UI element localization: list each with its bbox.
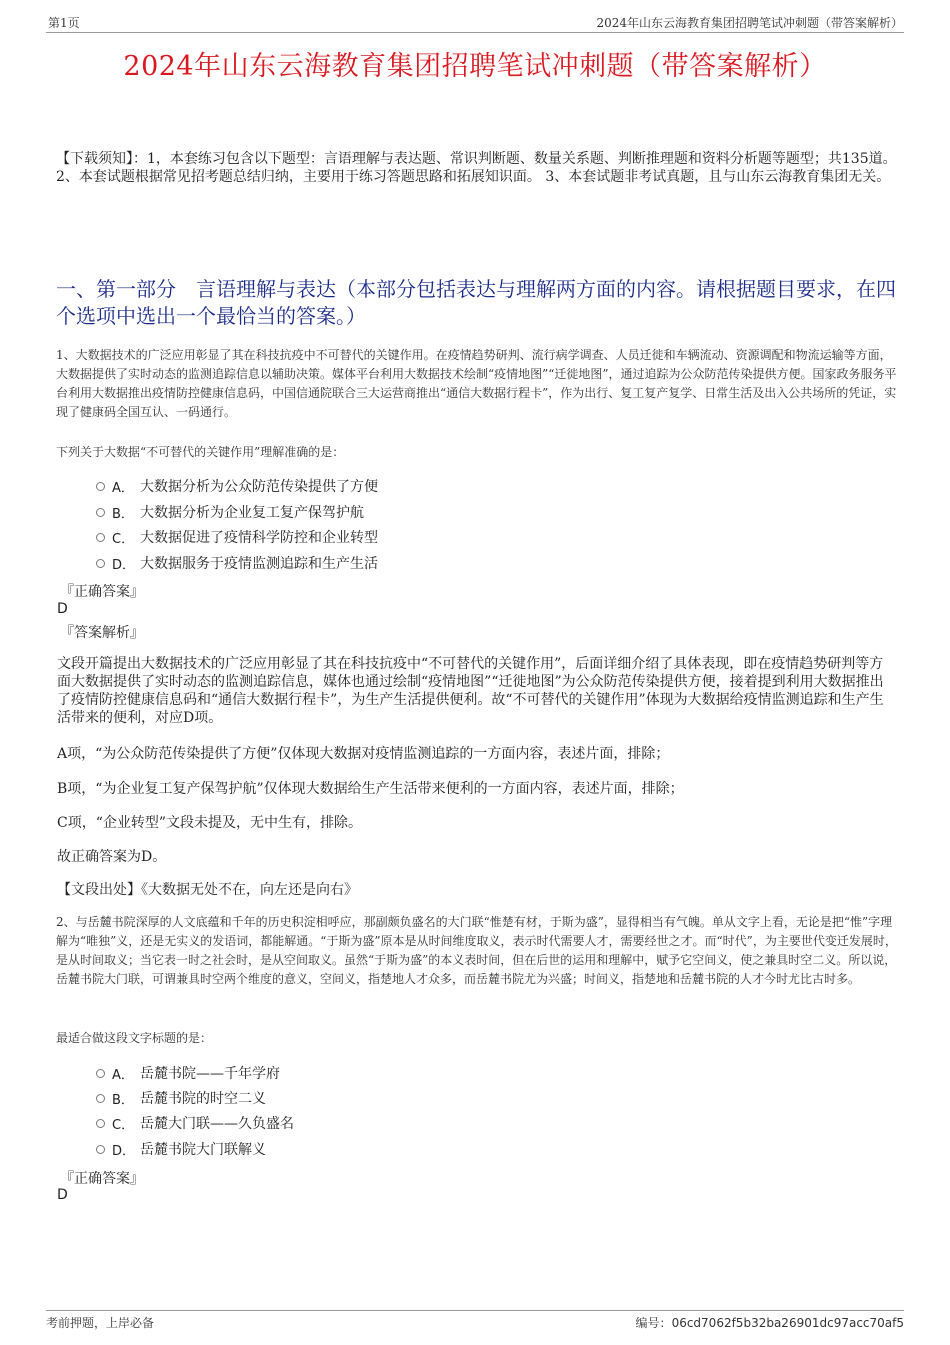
- option-letter: B．: [112, 506, 134, 522]
- q1-option-a[interactable]: [96, 476, 378, 496]
- q2-option-b[interactable]: [96, 1088, 266, 1108]
- q1-option-d[interactable]: [96, 553, 378, 573]
- option-text: 大数据促进了疫情科学防控和企业转型: [140, 530, 378, 546]
- page-number: 第1页: [48, 16, 80, 30]
- footer-code-value: 06cd7062f5b32ba26901dc97acc70af5: [671, 1316, 904, 1330]
- radio-icon[interactable]: [96, 1119, 105, 1128]
- q2-prompt: 最适合做这段文字标题的是：: [56, 1031, 213, 1045]
- section-heading: 一、第一部分 言语理解与表达（本部分包括表达与理解两方面的内容。请根据题目要求，在四个选项中选出一个最恰当的答案。）: [56, 277, 896, 328]
- q2-passage: 2、与岳麓书院深厚的人文底蕴和千年的历史积淀相呼应，那副颇负盛名的大门联“惟楚有材，于斯为盛”，显得相当有气魄。单从文字上看，无论是把“惟”字理解为“唯独”义，还是无实义的发语词，都能解通。“于斯为盛”原本是从时间维度取义，表示时代需要人才，需要经世之才。而“时代”，为主要世代变迁发展时，是从时间取义；当它表一时之社会时，是从空间取义。虽然“于斯为盛”的本义表时间，但在后世的运用和理解中，赋予它空间义，使之兼具时空二义。所以说，岳麓书院大门联，可谓兼具时空两个维度的意义，空间义，指楚地人才众多，而岳麓书院尤为兴盛；时间义，指楚地和岳麓书院的人才今时尤比古时多。: [56, 915, 897, 986]
- q1-answer-label: 『正确答案』: [60, 584, 144, 600]
- radio-icon[interactable]: [96, 482, 105, 491]
- page-title: 2024年山东云海教育集团招聘笔试冲刺题（带答案解析）: [123, 51, 827, 82]
- q1-analysis-item-c: C项，“企业转型”文段未提及，无中生有，排除。: [57, 815, 363, 831]
- radio-icon[interactable]: [96, 1069, 105, 1078]
- option-text: 岳麓书院——千年学府: [140, 1066, 280, 1082]
- radio-icon[interactable]: [96, 533, 105, 542]
- option-letter: D．: [112, 1143, 136, 1159]
- q1-analysis: 文段开篇提出大数据技术的广泛应用彰显了其在科技抗疫中“不可替代的关键作用”，后面详细介绍了具体表现，即在疫情趋势研判等方面大数据提供了实时动态的监测追踪信息，媒体也通过绘制“疫情地图”“迁徙地图”为公众防范传染提供方便，接着提到利用大数据推出了疫情防控健康信息码和“通信大数据行程卡”，为生产生活提供便利。故“不可替代的关键作用”体现为大数据给疫情监测追踪和生产生活带来的便利，对应D项。: [57, 656, 884, 726]
- q1-analysis-label: 『答案解析』: [60, 625, 144, 641]
- footer-slogan: 考前押题，上岸必备: [46, 1316, 155, 1330]
- option-letter: A．: [112, 480, 134, 496]
- radio-icon[interactable]: [96, 508, 105, 517]
- q1-option-c[interactable]: [96, 527, 378, 547]
- header-divider: [46, 32, 904, 33]
- q2-option-d[interactable]: [96, 1139, 266, 1159]
- radio-icon[interactable]: [96, 1094, 105, 1103]
- q2-option-a[interactable]: [96, 1063, 280, 1083]
- option-text: 大数据服务于疫情监测追踪和生产生活: [140, 556, 378, 572]
- q1-prompt: 下列关于大数据“不可替代的关键作用”理解准确的是：: [56, 445, 345, 459]
- option-text: 大数据分析为公众防范传染提供了方便: [140, 479, 378, 495]
- option-letter: A．: [112, 1067, 134, 1083]
- footer-code: [636, 1314, 904, 1331]
- footer-divider: [46, 1310, 904, 1311]
- q2-option-c[interactable]: [96, 1113, 294, 1133]
- q1-passage: 1、大数据技术的广泛应用彰显了其在科技抗疫中不可替代的关键作用。在疫情趋势研判、流行病学调查、人员迁徙和车辆流动、资源调配和物流运输等方面，大数据提供了实时动态的监测追踪信息以辅助决策。媒体平台利用大数据技术绘制“疫情地图”“迁徙地图”，通过追踪为公众防范传染提供方便。国家政务服务平台利用大数据推出疫情防控健康信息码，中国信通院联合三大运营商推出“通信大数据行程卡”，作为出行、复工复产复学、日常生活及出入公共场所的凭证，实现了健康码全国互认、一码通行。: [56, 348, 897, 419]
- q1-analysis-item-b: B项，“为企业复工复产保驾护航”仅体现大数据给生产生活带来便利的一方面内容，表述片面，排除；: [57, 781, 684, 797]
- download-notice: 【下载须知】：1，本套练习包含以下题型：言语理解与表达题、常识判断题、数量关系题、判断推理题和资料分析题等题型；共135道。 2、本套试题根据常见招考题总结归纳，主要用于练习答题思路和拓展知识面。 3、本套试题非考试真题，且与山东云海教育集团无关。: [56, 151, 897, 185]
- option-letter: C．: [112, 531, 135, 547]
- option-text: 岳麓书院的时空二义: [140, 1091, 266, 1107]
- option-text: 岳麓大门联——久负盛名: [140, 1116, 294, 1132]
- radio-icon[interactable]: [96, 1145, 105, 1154]
- option-letter: D．: [112, 557, 136, 573]
- q2-answer: D: [57, 1187, 68, 1203]
- q2-answer-label: 『正确答案』: [60, 1171, 144, 1187]
- q1-conclusion: 故正确答案为D。: [57, 849, 167, 865]
- option-letter: C．: [112, 1117, 135, 1133]
- header-doc-title: 2024年山东云海教育集团招聘笔试冲刺题（带答案解析）: [596, 16, 903, 30]
- q1-answer: D: [57, 601, 68, 617]
- option-letter: B．: [112, 1092, 134, 1108]
- q1-analysis-item-a: A项，“为公众防范传染提供了方便”仅体现大数据对疫情监测追踪的一方面内容，表述片面，排除；: [57, 746, 670, 762]
- option-text: 大数据分析为企业复工复产保驾护航: [140, 505, 364, 521]
- q1-option-b[interactable]: [96, 502, 364, 522]
- radio-icon[interactable]: [96, 559, 105, 568]
- option-text: 岳麓书院大门联解义: [140, 1142, 266, 1158]
- footer-code-label: 编号：: [635, 1316, 672, 1330]
- q1-source: 【文段出处】《大数据无处不在，向左还是向右》: [57, 882, 358, 898]
